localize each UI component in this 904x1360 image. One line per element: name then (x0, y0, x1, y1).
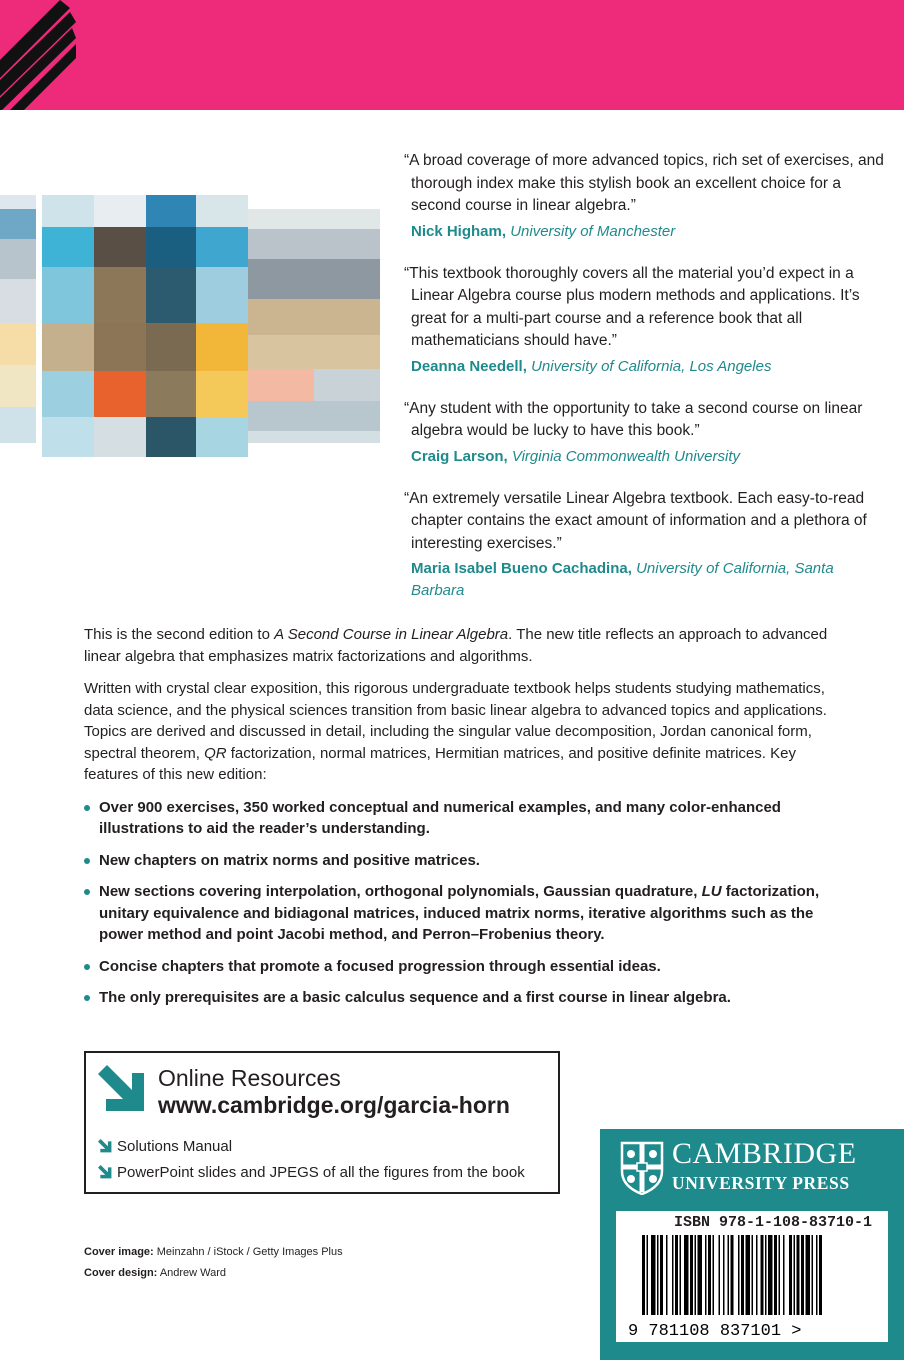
mosaic-tile (94, 195, 146, 227)
resource-item-label: PowerPoint slides and JPEGS of all the figures from the book (117, 1164, 525, 1181)
mosaic-tile (314, 369, 380, 401)
cover-artwork-mosaic (0, 195, 390, 465)
barcode-bar (797, 1235, 800, 1315)
barcode-bar (752, 1235, 754, 1315)
mosaic-tile (146, 267, 198, 323)
mosaic-tile (248, 229, 314, 259)
barcode-bar (723, 1235, 725, 1315)
mosaic-tile (0, 209, 36, 239)
credit-label: Cover image: (84, 1246, 154, 1258)
isbn-label: ISBN 978-1-108-83710-1 (674, 1214, 873, 1231)
barcode-bar (816, 1235, 818, 1315)
barcode-bar (680, 1235, 682, 1315)
feature-item (84, 850, 844, 872)
mosaic-tile (42, 323, 94, 371)
quote-author (404, 446, 884, 468)
description-paragraph-1 (84, 624, 844, 667)
resources-title: Online Resources (158, 1065, 341, 1091)
mosaic-tile (0, 279, 36, 323)
mosaic-tile (42, 267, 94, 323)
feature-item (84, 956, 844, 978)
mosaic-tile (94, 371, 146, 417)
author-name: Craig Larson, (411, 447, 508, 465)
mosaic-tile (248, 299, 314, 335)
barcode-bar (675, 1235, 678, 1315)
band-fill (0, 0, 904, 110)
barcode-bar (690, 1235, 693, 1315)
p2-text-b: factorization, normal matrices, Hermitian matrices, and positive definite matrices. Key features of this new edition: (84, 744, 796, 783)
barcode-digits: 9 781108 837101 > (628, 1322, 802, 1339)
barcode-bar (719, 1235, 721, 1315)
mosaic-tile (146, 227, 198, 267)
lu-term: LU (701, 883, 722, 900)
barcode-bar (738, 1235, 740, 1315)
mosaic-tile (146, 323, 198, 371)
barcode-bar (666, 1235, 668, 1315)
mosaic-tile (196, 371, 248, 417)
barcode-bar (708, 1235, 711, 1315)
resources-url-link[interactable]: www.cambridge.org/garcia-horn (158, 1092, 510, 1118)
mosaic-tile (196, 195, 248, 227)
feature-text-b: factorization, unitary equivalence and bidiagonal matrices, induced matrix norms, iterative algorithms such as the power method and point Jacobi method, and Perron–Frobenius theory. (99, 883, 820, 943)
mosaic-tile (146, 371, 198, 417)
author-affiliation: University of Manchester (510, 222, 676, 240)
feature-text: New chapters on matrix norms and positive matrices. (99, 851, 480, 869)
barcode-bar (672, 1235, 674, 1315)
mosaic-tile (42, 371, 94, 417)
publisher-block (600, 1129, 904, 1360)
cover-image-credit (84, 1242, 343, 1263)
mosaic-tile (0, 239, 36, 279)
online-resources-box (84, 1051, 560, 1194)
barcode-bar (746, 1235, 751, 1315)
mosaic-tile (146, 417, 198, 457)
barcode-bar (660, 1235, 663, 1315)
feature-text: Concise chapters that promote a focused progression through essential ideas. (99, 957, 661, 975)
mosaic-tile (314, 401, 380, 431)
barcode-bar (768, 1235, 773, 1315)
cover-design-credit (84, 1263, 343, 1284)
quote-text: “A broad coverage of more advanced topics, rich set of exercises, and thorough index make this stylish book an excellent choice for a second course in linear algebra.” (404, 152, 884, 214)
bullet-icon (84, 858, 90, 864)
resource-item-label: Solutions Manual (117, 1138, 233, 1155)
barcode-bar (731, 1235, 734, 1315)
quote-text: “An extremely versatile Linear Algebra textbook. Each easy-to-read chapter contains the exact amount of information and a plethora of interesting exercises.” (404, 489, 867, 552)
quote-1 (404, 150, 884, 243)
barcode-bar (741, 1235, 744, 1315)
credit-value: Andrew Ward (159, 1267, 227, 1279)
barcode-bar (651, 1235, 656, 1315)
quote-author (404, 221, 884, 243)
barcode-bar (713, 1235, 715, 1315)
p1-text-a: This is the second edition to (84, 626, 275, 643)
publisher-subtitle: UNIVERSITY PRESS (672, 1173, 850, 1193)
mosaic-tile (248, 431, 314, 443)
mosaic-tile (42, 195, 94, 227)
mosaic-tile (0, 195, 36, 209)
barcode-bar (728, 1235, 730, 1315)
mosaic-tile (42, 417, 94, 457)
feature-item (84, 987, 844, 1009)
quote-2 (404, 263, 884, 378)
barcode-bar (695, 1235, 697, 1315)
endorsements (404, 150, 884, 622)
barcode-bar (779, 1235, 781, 1315)
mosaic-tile (248, 209, 314, 229)
mosaic-tile (314, 299, 380, 335)
bullet-icon (84, 889, 90, 895)
bullet-icon (84, 995, 90, 1001)
qr-term: QR (204, 744, 227, 762)
mosaic-tile (248, 335, 314, 369)
barcode-bar (765, 1235, 767, 1315)
mosaic-tile (196, 267, 248, 323)
mosaic-tile (94, 417, 146, 457)
author-affiliation: University of California, Santa Barbara (411, 560, 834, 599)
quote-4 (404, 488, 884, 603)
mosaic-tile (314, 229, 380, 259)
cover-credits (84, 1242, 343, 1284)
barcode-bar (794, 1235, 796, 1315)
arrow-down-right-icon (98, 1139, 112, 1153)
barcode-bar (812, 1235, 814, 1315)
mosaic-tile (314, 209, 380, 229)
university-crest-icon (620, 1141, 664, 1195)
barcode-bars (628, 1235, 876, 1339)
arrow-down-right-icon (98, 1165, 112, 1179)
feature-list (84, 797, 844, 1009)
barcode-bar (819, 1235, 822, 1315)
mosaic-tile (0, 323, 36, 365)
mosaic-tile (196, 323, 248, 371)
barcode-bar (783, 1235, 785, 1315)
mosaic-tile (0, 365, 36, 407)
mosaic-tile (314, 335, 380, 369)
mosaic-tile (248, 401, 314, 431)
author-affiliation: Virginia Commonwealth University (511, 447, 741, 465)
feature-item (84, 797, 844, 840)
author-affiliation: University of California, Los Angeles (531, 357, 772, 375)
top-color-band (0, 0, 904, 110)
credit-label: Cover design: (84, 1267, 158, 1279)
barcode-bar (684, 1235, 689, 1315)
mosaic-tile (196, 417, 248, 457)
barcode-bar (698, 1235, 703, 1315)
barcode-bar (657, 1235, 659, 1315)
bullet-icon (84, 805, 90, 811)
mosaic-tile (248, 259, 314, 299)
author-name: Nick Higham, (411, 222, 507, 240)
mosaic-tile (94, 267, 146, 323)
p1-text-b: . The new title reflects an approach to advanced linear algebra that emphasizes matrix factorizations and algorithms. (84, 626, 828, 665)
barcode-bar (647, 1235, 649, 1315)
mosaic-tile (42, 227, 94, 267)
quote-author (404, 356, 884, 378)
feature-text: The only prerequisites are a basic calculus sequence and a first course in linear algebra. (99, 989, 731, 1006)
mosaic-tile (196, 227, 248, 267)
feature-item (84, 881, 844, 946)
author-name: Maria Isabel Bueno Cachadina, (411, 560, 632, 577)
mosaic-tile (314, 431, 380, 443)
credit-value: Meinzahn / iStock / Getty Images Plus (156, 1246, 343, 1258)
book-description (84, 624, 844, 1019)
feature-text: Over 900 exercises, 350 worked conceptual and numerical examples, and many color-enhanced illustrations to aid the reader’s understanding. (99, 798, 781, 837)
quote-text: “Any student with the opportunity to take a second course on linear algebra would be lucky to have this book.” (404, 399, 863, 439)
mosaic-tile (94, 323, 146, 371)
barcode-bar (789, 1235, 792, 1315)
quote-author (404, 558, 884, 602)
barcode-bar (801, 1235, 804, 1315)
barcode-bar (705, 1235, 707, 1315)
barcode-bar (761, 1235, 764, 1315)
isbn-barcode (616, 1211, 888, 1342)
barcode-bar (806, 1235, 811, 1315)
p2-text-a: Written with crystal clear exposition, this rigorous undergraduate textbook helps students studying mathematics, data science, and the physical sciences transition from basic linear algebra to advanced topics and applications. Topics are derived and discussed in detail, including the singular value decomposition, Jordan canonical form, spectral theorem, (84, 680, 827, 762)
mosaic-tile (94, 227, 146, 267)
author-name: Deanna Needell, (411, 357, 527, 375)
quote-text: “This textbook thoroughly covers all the material you’d expect in a Linear Algebra course plus modern methods and applications. It’s great for a multi-part course and a reference book that all mathematicians should have.” (404, 264, 860, 349)
barcode-bar (774, 1235, 777, 1315)
resource-item-slides (98, 1164, 525, 1181)
publisher-name: CAMBRIDGE (672, 1137, 857, 1170)
arrow-down-right-icon (98, 1065, 146, 1113)
mosaic-tile (314, 259, 380, 299)
book-title: A Second Course in Linear Algebra (274, 626, 509, 643)
resource-item-solutions (98, 1138, 232, 1155)
barcode-bar (756, 1235, 758, 1315)
feature-text-a: New sections covering interpolation, orthogonal polynomials, Gaussian quadrature, (99, 883, 702, 900)
bullet-icon (84, 964, 90, 970)
quote-3 (404, 398, 884, 468)
mosaic-tile (248, 369, 314, 401)
mosaic-tile (146, 195, 198, 227)
barcode-bar (642, 1235, 645, 1315)
mosaic-tile (0, 407, 36, 443)
description-paragraph-2 (84, 678, 844, 786)
